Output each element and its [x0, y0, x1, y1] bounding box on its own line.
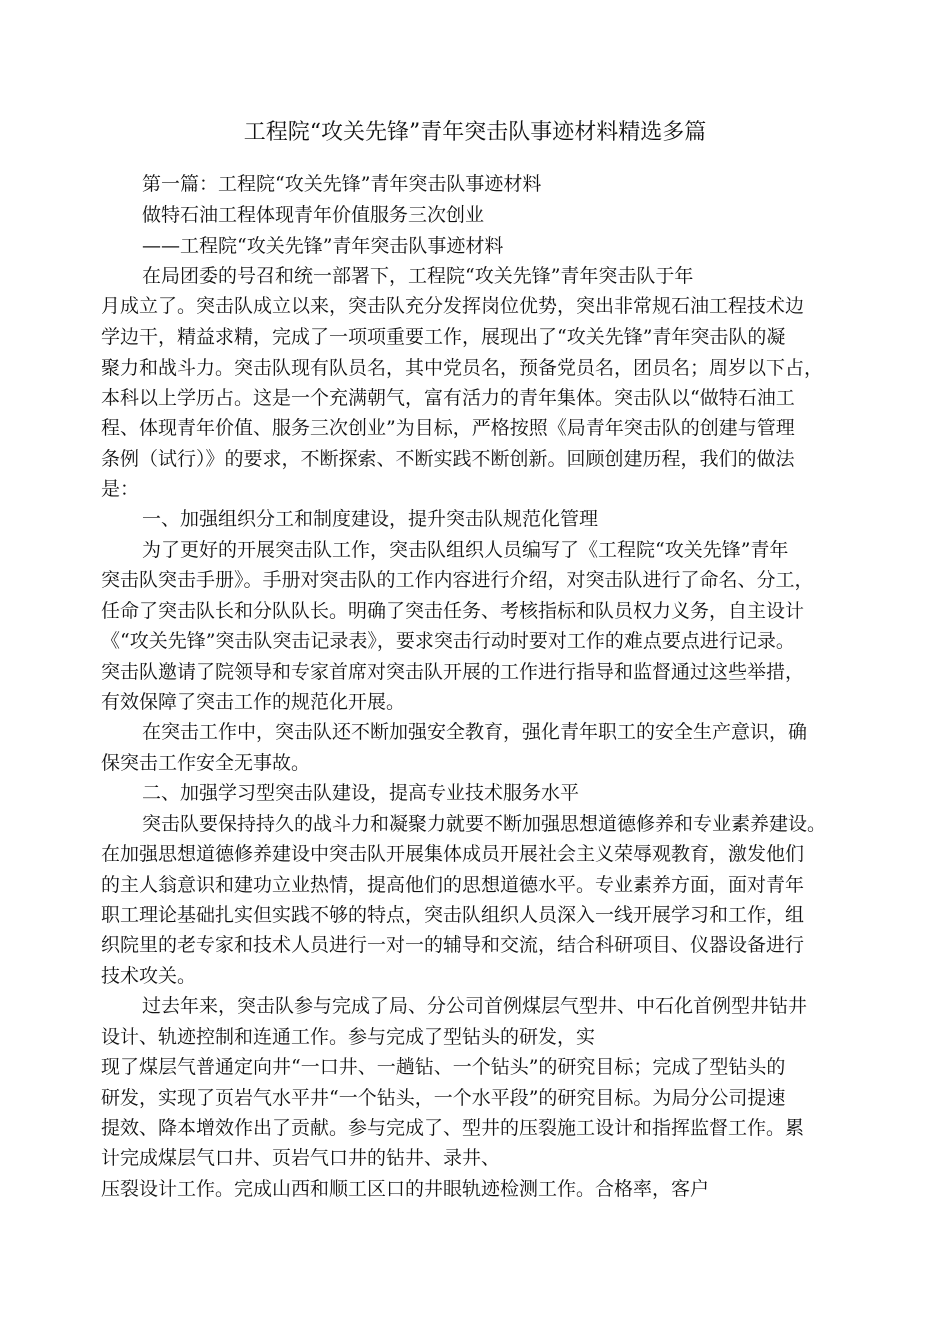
paragraph-line: 计完成煤层气口井、页岩气口井的钻井、录井、: [101, 1147, 501, 1169]
paragraph-line: 职工理论基础扎实但实践不够的特点，突击队组织人员深入一线开展学习和工作，组: [101, 904, 805, 926]
paragraph-line: 研发，实现了页岩气水平井“一个钻头，一个水平段”的研究目标。为局分公司提速: [101, 1087, 786, 1109]
paragraph-line: 月成立了。突击队成立以来，突击队充分发挥岗位优势，突出非常规石油工程技术边: [101, 295, 805, 317]
paragraph-line: 为了更好的开展突击队工作，突击队组织人员编写了《工程院“攻关先锋”青年: [142, 539, 789, 561]
paragraph-line: 突击队要保持持久的战斗力和凝聚力就要不断加强思想道德修养和专业素养建设。: [142, 813, 827, 835]
paragraph-line: 设计、轨迹控制和连通工作。参与完成了型钻头的研发，实: [101, 1026, 596, 1048]
paragraph-line: 《“攻关先锋”突击队突击记录表》，要求突击行动时要对工作的难点要点进行记录。: [101, 630, 795, 652]
section-heading: 二、加强学习型突击队建设，提高专业技术服务水平: [142, 782, 580, 804]
paragraph-line: 在加强思想道德修养建设中突击队开展集体成员开展社会主义荣辱观教育，激发他们: [101, 843, 805, 865]
paragraph-line: 任命了突击队长和分队队长。明确了突击任务、考核指标和队员权力义务，自主设计: [101, 600, 805, 622]
paragraph-line: 本科以上学历占。这是一个充满朝气，富有活力的青年集体。突击队以“做特石油工: [101, 387, 795, 409]
paragraph-line: 压裂设计工作。完成山西和顺工区口的井眼轨迹检测工作。合格率，客户: [101, 1178, 710, 1200]
paragraph-line: 现了煤层气普通定向井“一口井、一趟钻、一个钻头”的研究目标；完成了型钻头的: [101, 1056, 786, 1078]
paragraph-line: 程、体现青年价值、服务三次创业”为目标，严格按照《局青年突击队的创建与管理: [101, 417, 795, 439]
paragraph-line: 条例（试行）》的要求，不断探索、不断实践不断创新。回顾创建历程，我们的做法: [101, 448, 795, 470]
section-heading: 一、加强组织分工和制度建设，提升突击队规范化管理: [142, 508, 599, 530]
paragraph-line: 织院里的老专家和技术人员进行一对一的辅导和交流，结合科研项目、仪器设备进行: [101, 934, 805, 956]
paragraph-line: 聚力和战斗力。突击队现有队员名，其中党员名，预备党员名，团员名；周岁以下占，: [101, 357, 824, 379]
paragraph-line: 的主人翁意识和建功立业热情，提高他们的思想道德水平。专业素养方面，面对青年: [101, 874, 805, 896]
paragraph-line: 过去年来，突击队参与完成了局、分公司首例煤层气型井、中石化首例型井钻井: [142, 995, 808, 1017]
paragraph-line: 是：: [101, 478, 140, 500]
document-title: 工程院“攻关先锋”青年突击队事迹材料精选多篇: [243, 120, 707, 145]
paragraph-line: 有效保障了突击工作的规范化开展。: [101, 691, 406, 713]
paragraph-line: ——工程院“攻关先锋”青年突击队事迹材料: [142, 235, 504, 257]
paragraph-line: 突击队邀请了院领导和专家首席对突击队开展的工作进行指导和监督通过这些举措，: [101, 661, 805, 683]
paragraph-line: 学边干，精益求精，完成了一项项重要工作，展现出了“攻关先锋”青年突击队的凝: [101, 326, 786, 348]
paragraph-line: 第一篇：工程院“攻关先锋”青年突击队事迹材料: [142, 173, 542, 195]
paragraph-line: 做特石油工程体现青年价值服务三次创业: [142, 204, 485, 226]
paragraph-line: 保突击工作安全无事故。: [101, 752, 311, 774]
paragraph-line: 技术攻关。: [101, 965, 197, 987]
paragraph-line: 提效、降本增效作出了贡献。参与完成了、型井的压裂施工设计和指挥监督工作。累: [101, 1117, 805, 1139]
paragraph-line: 在突击工作中，突击队还不断加强安全教育，强化青年职工的安全生产意识，确: [142, 721, 808, 743]
paragraph-line: 突击队突击手册》。手册对突击队的工作内容进行介绍，对突击队进行了命名、分工，: [101, 569, 814, 591]
paragraph-line: 在局团委的号召和统一部署下，工程院“攻关先锋”青年突击队于年: [142, 265, 694, 287]
